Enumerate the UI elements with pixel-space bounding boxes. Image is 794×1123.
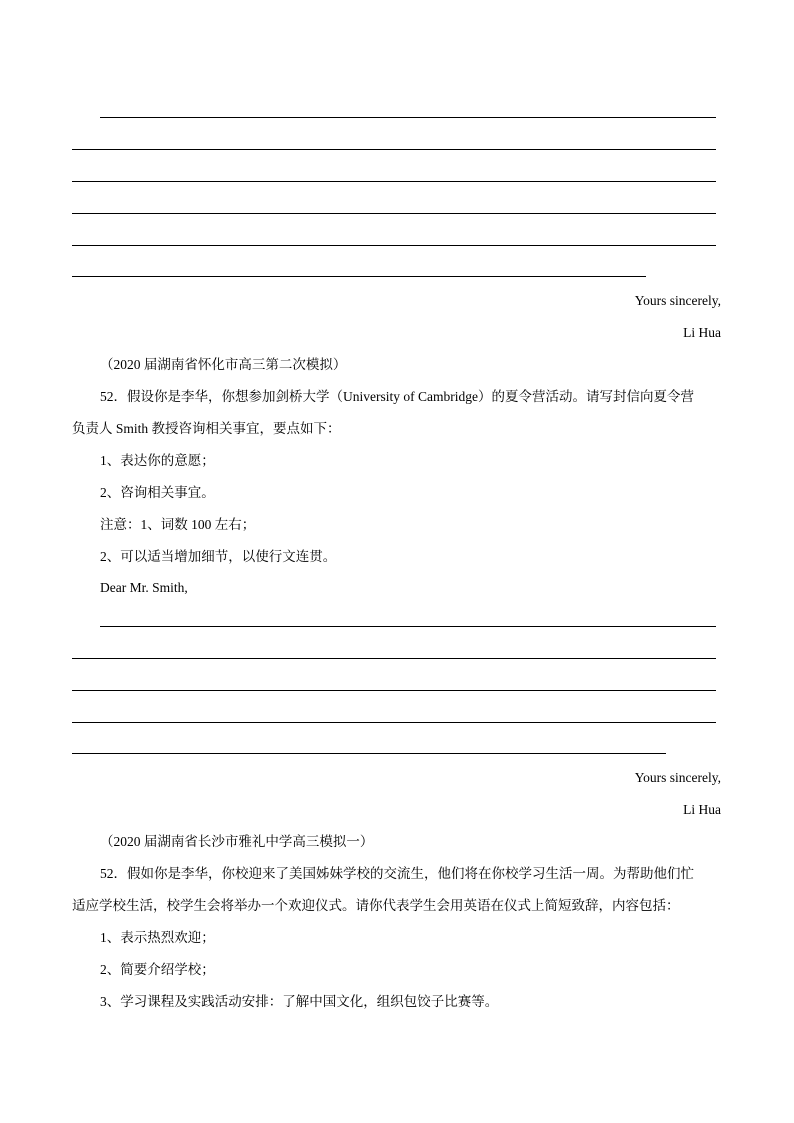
letter-signature: Li Hua xyxy=(683,802,721,817)
question-prompt: 负责人 Smith 教授咨询相关事宜，要点如下： xyxy=(72,421,341,436)
answer-line xyxy=(72,276,646,277)
question-point: 1、表示热烈欢迎； xyxy=(100,930,215,945)
answer-line xyxy=(72,658,716,659)
question-source: （2020 届湖南省怀化市高三第二次模拟） xyxy=(100,357,347,372)
answer-line xyxy=(72,722,716,723)
letter-signature: Li Hua xyxy=(683,325,721,340)
answer-line xyxy=(72,213,716,214)
question-point: 2、简要介绍学校； xyxy=(100,962,215,977)
question-note: 注意：1、词数 100 左右； xyxy=(100,517,256,532)
answer-line xyxy=(100,626,716,627)
question-prompt: 52．假设你是李华，你想参加剑桥大学（University of Cambridge）的夏令营活动。请写封信向夏令营 xyxy=(100,389,694,404)
answer-line xyxy=(72,690,716,691)
question-point: 1、表达你的意愿； xyxy=(100,453,215,468)
question-point: 3、学习课程及实践活动安排：了解中国文化，组织包饺子比赛等。 xyxy=(100,994,499,1009)
letter-salutation: Dear Mr. Smith, xyxy=(100,580,188,595)
answer-line xyxy=(100,117,716,118)
letter-closing: Yours sincerely, xyxy=(634,293,721,308)
answer-line xyxy=(72,149,716,150)
question-prompt: 52．假如你是李华，你校迎来了美国姊妹学校的交流生，他们将在你校学习生活一周。为帮助他们忙 xyxy=(100,866,694,881)
question-prompt: 适应学校生活，校学生会将举办一个欢迎仪式。请你代表学生会用英语在仪式上简短致辞，内容包括： xyxy=(72,898,680,913)
answer-line xyxy=(72,753,666,754)
question-note: 2、可以适当增加细节，以使行文连贯。 xyxy=(100,549,337,564)
question-point: 2、咨询相关事宜。 xyxy=(100,485,215,500)
answer-line xyxy=(72,245,716,246)
question-source: （2020 届湖南省长沙市雅礼中学高三模拟一） xyxy=(100,834,374,849)
answer-line xyxy=(72,181,716,182)
letter-closing: Yours sincerely, xyxy=(634,770,721,785)
